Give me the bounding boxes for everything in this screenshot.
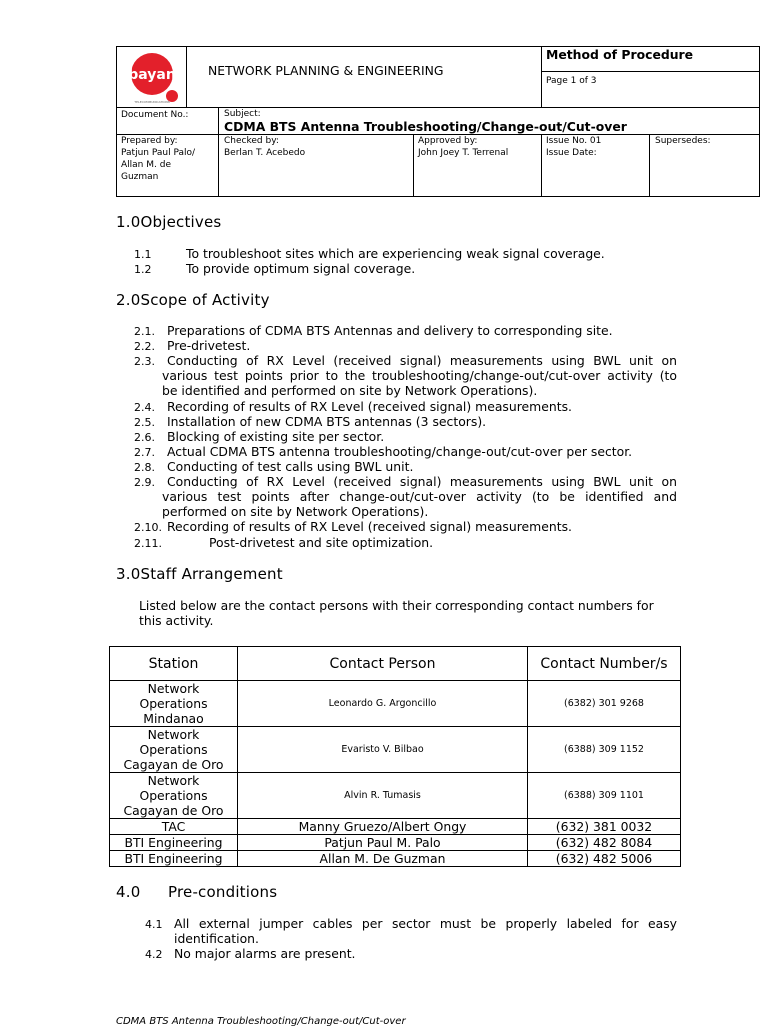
- station-cell: BTI Engineering: [110, 835, 238, 851]
- column-header: Contact Person: [238, 647, 528, 681]
- subject-title: CDMA BTS Antenna Troubleshooting/Change-out/Cut-over: [224, 119, 627, 134]
- prepared-by-line: Guzman: [121, 172, 159, 182]
- number-cell: (632) 381 0032: [528, 819, 681, 835]
- station-cell: Network Operations Mindanao: [110, 681, 238, 727]
- intro-text: this activity.: [139, 613, 214, 628]
- supersedes-label: Supersedes:: [655, 136, 711, 146]
- subject-label: Subject:: [224, 109, 261, 119]
- logo-tagline: TELECOMMUNICATIONS: [134, 100, 170, 104]
- page-number: Page 1 of 3: [546, 76, 597, 86]
- doc-type: Method of Procedure: [546, 47, 694, 62]
- list-item: 1.2 To provide optimum signal coverage.: [134, 261, 416, 276]
- number-cell: (632) 482 8084: [528, 835, 681, 851]
- list-item: 2.6. Blocking of existing site per sector.: [134, 429, 385, 444]
- list-item: 2.4. Recording of results of RX Level (received signal) measurements.: [134, 399, 572, 414]
- person-cell: Allan M. De Guzman: [238, 851, 528, 867]
- header-border: [116, 107, 760, 108]
- column-header: Contact Number/s: [528, 647, 681, 681]
- list-item: 2.7. Actual CDMA BTS antenna troubleshooting/change-out/cut-over per sector.: [134, 444, 633, 459]
- number-cell: (6388) 309 1101: [528, 773, 681, 819]
- list-item: 2.1. Preparations of CDMA BTS Antennas and delivery to corresponding site.: [134, 323, 613, 338]
- table-row: [110, 835, 681, 851]
- number-cell: (6388) 309 1152: [528, 727, 681, 773]
- issue-number: Issue No. 01: [546, 136, 602, 146]
- page-footer: CDMA BTS Antenna Troubleshooting/Change-out/Cut-over: [116, 1016, 406, 1027]
- person-cell: Leonardo G. Argoncillo: [238, 681, 528, 727]
- table-row: [110, 851, 681, 867]
- document-no-label: Document No.:: [121, 110, 189, 120]
- section-heading: 1.0Objectives: [116, 213, 222, 231]
- table-row: [110, 819, 681, 835]
- checked-by-label: Checked by:: [224, 136, 279, 146]
- table-row: [110, 727, 681, 773]
- section-heading: 3.0Staff Arrangement: [116, 565, 283, 583]
- table-row: [110, 681, 681, 727]
- list-item: 2.11. Post-drivetest and site optimization.: [134, 535, 434, 550]
- person-cell: Alvin R. Tumasis: [238, 773, 528, 819]
- list-item: 2.5. Installation of new CDMA BTS antennas (3 sectors).: [134, 414, 487, 429]
- column-header: Station: [110, 647, 238, 681]
- station-cell: BTI Engineering: [110, 851, 238, 867]
- header-border: [116, 134, 760, 135]
- contacts-table: [109, 646, 681, 867]
- list-item: 4.2 No major alarms are present.: [145, 946, 356, 961]
- prepared-by-line: Patjun Paul Palo/: [121, 148, 196, 158]
- table-row: [110, 773, 681, 819]
- number-cell: (632) 482 5006: [528, 851, 681, 867]
- prepared-by-label: Prepared by:: [121, 136, 178, 146]
- header-border: [541, 46, 542, 107]
- company-logo: [117, 50, 187, 106]
- department-title: NETWORK PLANNING & ENGINEERING: [208, 63, 444, 78]
- person-cell: Manny Gruezo/Albert Ongy: [238, 819, 528, 835]
- list-item: 1.1 To troubleshoot sites which are experiencing weak signal coverage.: [134, 246, 605, 261]
- checked-by-value: Berlan T. Acebedo: [224, 148, 306, 158]
- approved-by-label: Approved by:: [418, 136, 478, 146]
- header-border: [541, 71, 760, 72]
- section-heading: 4.0 Pre-conditions: [116, 883, 278, 901]
- section-heading: 2.0Scope of Activity: [116, 291, 270, 309]
- header-border: [649, 134, 650, 197]
- list-item: 2.10. Recording of results of RX Level (received signal) measurements.: [134, 519, 572, 534]
- person-cell: Patjun Paul M. Palo: [238, 835, 528, 851]
- header-border: [413, 134, 414, 197]
- number-cell: (6382) 301 9268: [528, 681, 681, 727]
- intro-text: Listed below are the contact persons with their corresponding contact numbers for: [139, 598, 654, 613]
- header-border: [116, 196, 760, 197]
- logo-text: bayan: [128, 67, 176, 83]
- person-cell: Evaristo V. Bilbao: [238, 727, 528, 773]
- header-border: [218, 107, 219, 197]
- list-item: 2.8. Conducting of test calls using BWL unit.: [134, 459, 414, 474]
- approved-by-value: John Joey T. Terrenal: [418, 148, 509, 158]
- list-item: 2.2. Pre-drivetest.: [134, 338, 251, 353]
- table-header-row: [110, 647, 681, 681]
- station-cell: TAC: [110, 819, 238, 835]
- issue-date: Issue Date:: [546, 148, 597, 158]
- prepared-by-line: Allan M. de: [121, 160, 171, 170]
- header-border: [759, 46, 760, 197]
- station-cell: Network Operations Cagayan de Oro: [110, 773, 238, 819]
- station-cell: Network Operations Cagayan de Oro: [110, 727, 238, 773]
- header-border: [541, 134, 542, 197]
